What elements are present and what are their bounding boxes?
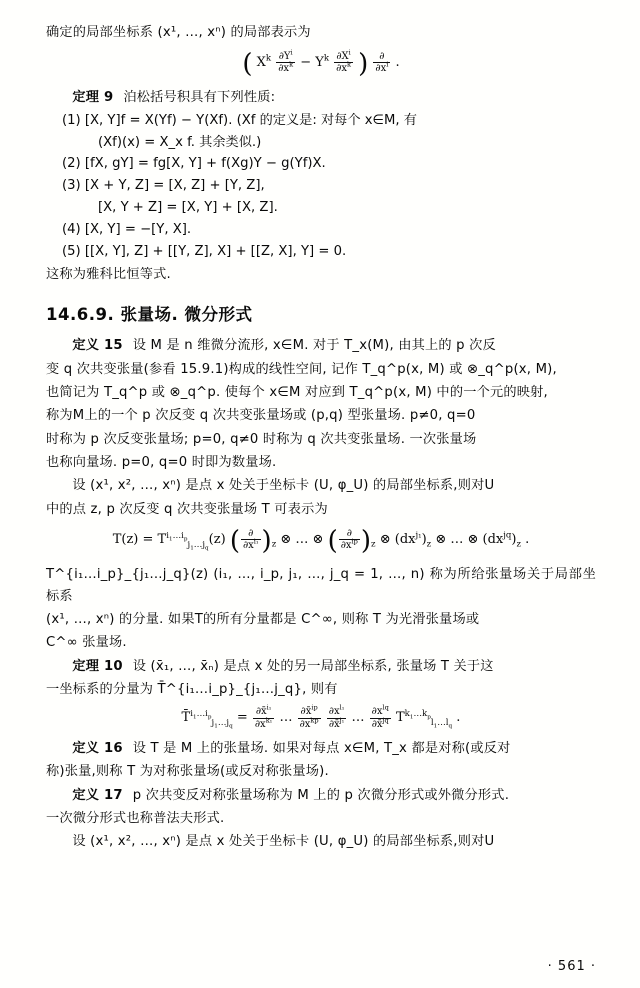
definition-16-label: 定义 16 [72, 740, 123, 756]
definition-15-line-5: 时称为 p 次反变张量场; p=0, q≠0 时称为 q 次共变张量场. 一次张量场 [46, 431, 477, 447]
theorem-10-label: 定理 10 [72, 658, 123, 674]
theorem-9-item-3-cont: [X, Y + Z] = [X, Y] + [X, Z]. [98, 200, 278, 216]
theorem-9-label: 定理 9 [72, 90, 114, 106]
definition-17-block [46, 785, 596, 806]
theorem-9-item-4: (4) [X, Y] = −[Y, X]. [62, 222, 192, 238]
theorem-9-intro [46, 87, 596, 108]
formula-top: ( $X^k$ $\frac{\partial Y^i}{\partial x^k}$ − $Y^k$ $\frac{\partial X^i}{\partial x^k}$ ) $\frac{\partial}{\partial x^i}$ . [242, 48, 400, 80]
theorem-9-text: 泊松括号积具有下列性质: [123, 90, 276, 106]
definition-16-block [46, 738, 596, 759]
definition-17-label: 定义 17 [72, 787, 123, 803]
theorem-10-block [46, 656, 596, 677]
theorem-10-line-2: 一坐标系的分量为 T̄^{i₁…i_p}_{j₁…j_q}, 则有 [46, 682, 338, 698]
theorem-9-item-1-cont: (Xf)(x) = X_x f. 其余类似.) [98, 134, 262, 150]
theorem-9-closing: 这称为雅科比恒等式. [46, 266, 171, 282]
top-paragraph: 确定的局部坐标系 (x¹, …, xⁿ) 的局部表示为 [46, 25, 311, 40]
coordinate-paragraph-line-2: 中的点 z, p 次反变 q 次共变张量场 T 可表示为 [46, 501, 328, 517]
definition-15-line-3: 也简记为 T_q^p 或 ⊗_q^p. 使每个 x∈M 对应到 T_q^p(x, M) 中的一个元的映射, [46, 384, 548, 400]
theorem-9-item-1: (1) [X, Y]f = X(Yf) − Y(Xf). (Xf 的定义是: 对每个 x∈M, 有 [62, 112, 417, 128]
definition-16-line-2: 称)张量,则称 T 为对称张量场(或反对称张量场). [46, 764, 329, 780]
after-formula-line-3: C^∞ 张量场. [46, 635, 127, 651]
definition-15-line-2: 变 q 次共变张量(参看 15.9.1)构成的线性空间, 记作 T_q^p(x, M) 或 ⊗_q^p(x, M), [46, 361, 557, 377]
theorem-10-line-1: 设 (x̄₁, …, x̄ₙ) 是点 x 处的另一局部坐标系, 张量场 T 关于这 [132, 658, 494, 674]
last-paragraph: 设 (x¹, x², …, xⁿ) 是点 x 处关于坐标卡 (U, φ_U) 的局部坐标系,则对U [72, 834, 495, 850]
section-heading: 14.6.9. 张量场. 微分形式 [46, 305, 253, 325]
definition-15-line-4: 称为M上的一个 p 次反变 q 次共变张量场或 (p,q) 型张量场. p≠0, q=0 [46, 408, 476, 424]
definition-16-line-1: 设 T 是 M 上的张量场. 如果对每点 x∈M, T_x 都是对称(或反对 [132, 740, 511, 756]
definition-17-line-2: 一次微分形式也称普法夫形式. [46, 810, 225, 826]
definition-15-block [46, 335, 596, 356]
theorem-9-item-2: (2) [fX, gY] = fg[X, Y] + f(Xg)Y − g(Yf)X. [62, 156, 326, 172]
definition-15-line-6: 也称向量场. p=0, q=0 时即为数量场. [46, 455, 277, 471]
definition-15-line-1: 设 M 是 n 维微分流形, x∈M. 对于 T_x(M), 由其上的 p 次反 [132, 338, 496, 354]
formula-tensor-field: $T(z) = T^{i_1\dots i_p}_{j_1\dots j_q}(z)$ ( $\frac{\partial}{\partial x^{i_1}}$ )$_z$ ⊗ … ⊗ ( $\frac{\partial}{\partial x^{ip}}$ )$_z$ ⊗ $(dx^{j_1})_z$ ⊗ … ⊗ $(dx^{jq})_z$ . [112, 526, 530, 557]
after-formula-line-2: (x¹, …, xⁿ) 的分量. 如果T的所有分量都是 C^∞, 则称 T 为光滑张量场或 [46, 611, 480, 627]
formula-transformation: T̄$^{i_1\dots i_p}_{j_1\dots j_q}$ = $\frac{\partial x̄^{i_1}}{\partial x^{k_1}}$ … $\frac{\partial x̄^{ip}}{\partial x^{kp}}$ $\frac{\partial x^{l_1}}{\partial x̄^{j_1}}$ … $\frac{\partial x^{lq}}{\partial x̄^{jq}}$ $T^{k_1\dots k_p}_{l_1\dots l_q}$ . [181, 704, 461, 730]
coordinate-paragraph-line-1: 设 (x¹, x², …, xⁿ) 是点 x 处关于坐标卡 (U, φ_U) 的局部坐标系,则对U [72, 478, 495, 494]
definition-17-line-1: p 次共变反对称张量场称为 M 上的 p 次微分形式或外微分形式. [132, 787, 510, 803]
definition-15-label: 定义 15 [72, 338, 123, 354]
after-formula-line-1: T^{i₁…i_p}_{j₁…j_q}(z) (i₁, …, i_p, j₁, …, j_q = 1, …, n) 称为所给张量场关于局部坐标系 [46, 567, 596, 604]
theorem-9-item-5: (5) [[X, Y], Z] + [[Y, Z], X] + [[Z, X], Y] = 0. [62, 243, 347, 259]
theorem-9-item-3: (3) [X + Y, Z] = [X, Z] + [Y, Z], [62, 178, 265, 194]
page-number: · 561 · [547, 959, 596, 974]
